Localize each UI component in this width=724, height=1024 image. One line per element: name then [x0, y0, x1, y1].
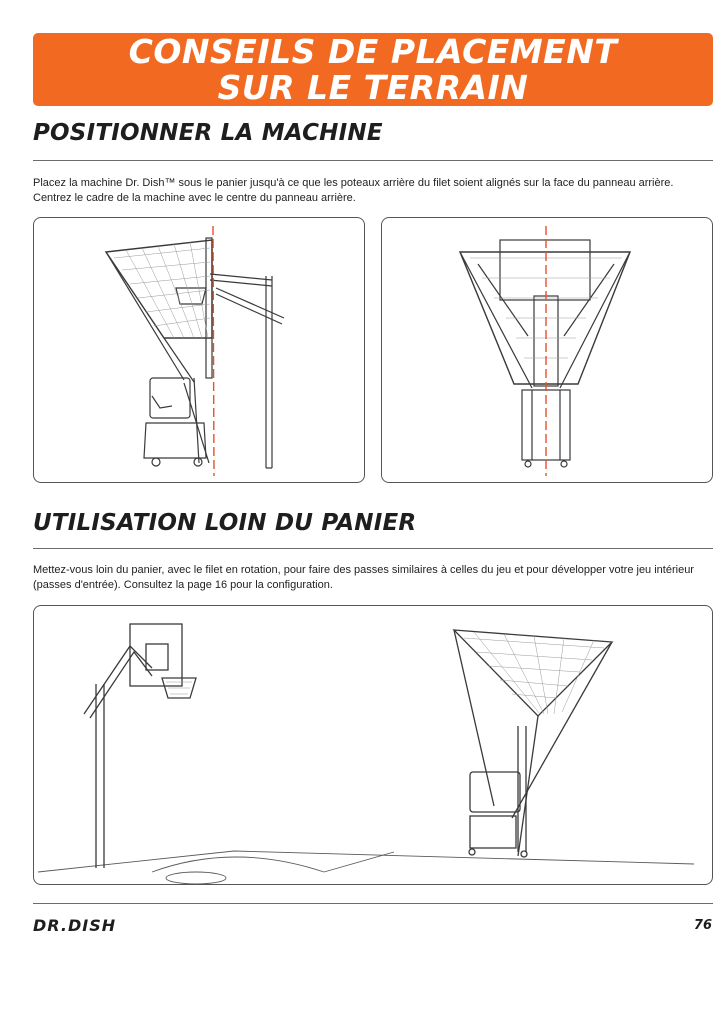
page-number: 76: [693, 918, 712, 933]
title-line-2: SUR LE TERRAIN: [217, 67, 529, 107]
section-heading-far-from-basket: UTILISATION LOIN DU PANIER: [33, 510, 417, 536]
court-view-figure: [33, 605, 713, 885]
section-paragraph-positioning: Placez la machine Dr. Dish™ sous le panier jusqu'à ce que les poteaux arrière du filet soient alignés sur la face du panneau arrière. Centrez le cadre de la machine avec le centre du panneau arrière.: [33, 177, 674, 204]
section-paragraph-far-from-basket: Mettez-vous loin du panier, avec le filet en rotation, pour faire des passes similaires à celles du jeu et pour développer votre jeu intérieur (passes d'entrée). Consultez la page 16 pour la configuration.: [33, 564, 694, 591]
side-view-figure: [33, 217, 365, 483]
side-view-illustration: [34, 218, 364, 482]
section-divider: [33, 160, 713, 161]
section-divider: [33, 548, 713, 549]
title-banner: [33, 33, 713, 106]
title-line-1: CONSEILS DE PLACEMENT: [128, 31, 618, 71]
dr-dish-logo: DR.DISH: [33, 916, 117, 935]
front-view-figure: [381, 217, 713, 483]
court-view-illustration: [34, 606, 712, 884]
footer-divider: [33, 903, 713, 904]
front-view-illustration: [382, 218, 712, 482]
section-heading-positioning: POSITIONNER LA MACHINE: [33, 120, 383, 146]
